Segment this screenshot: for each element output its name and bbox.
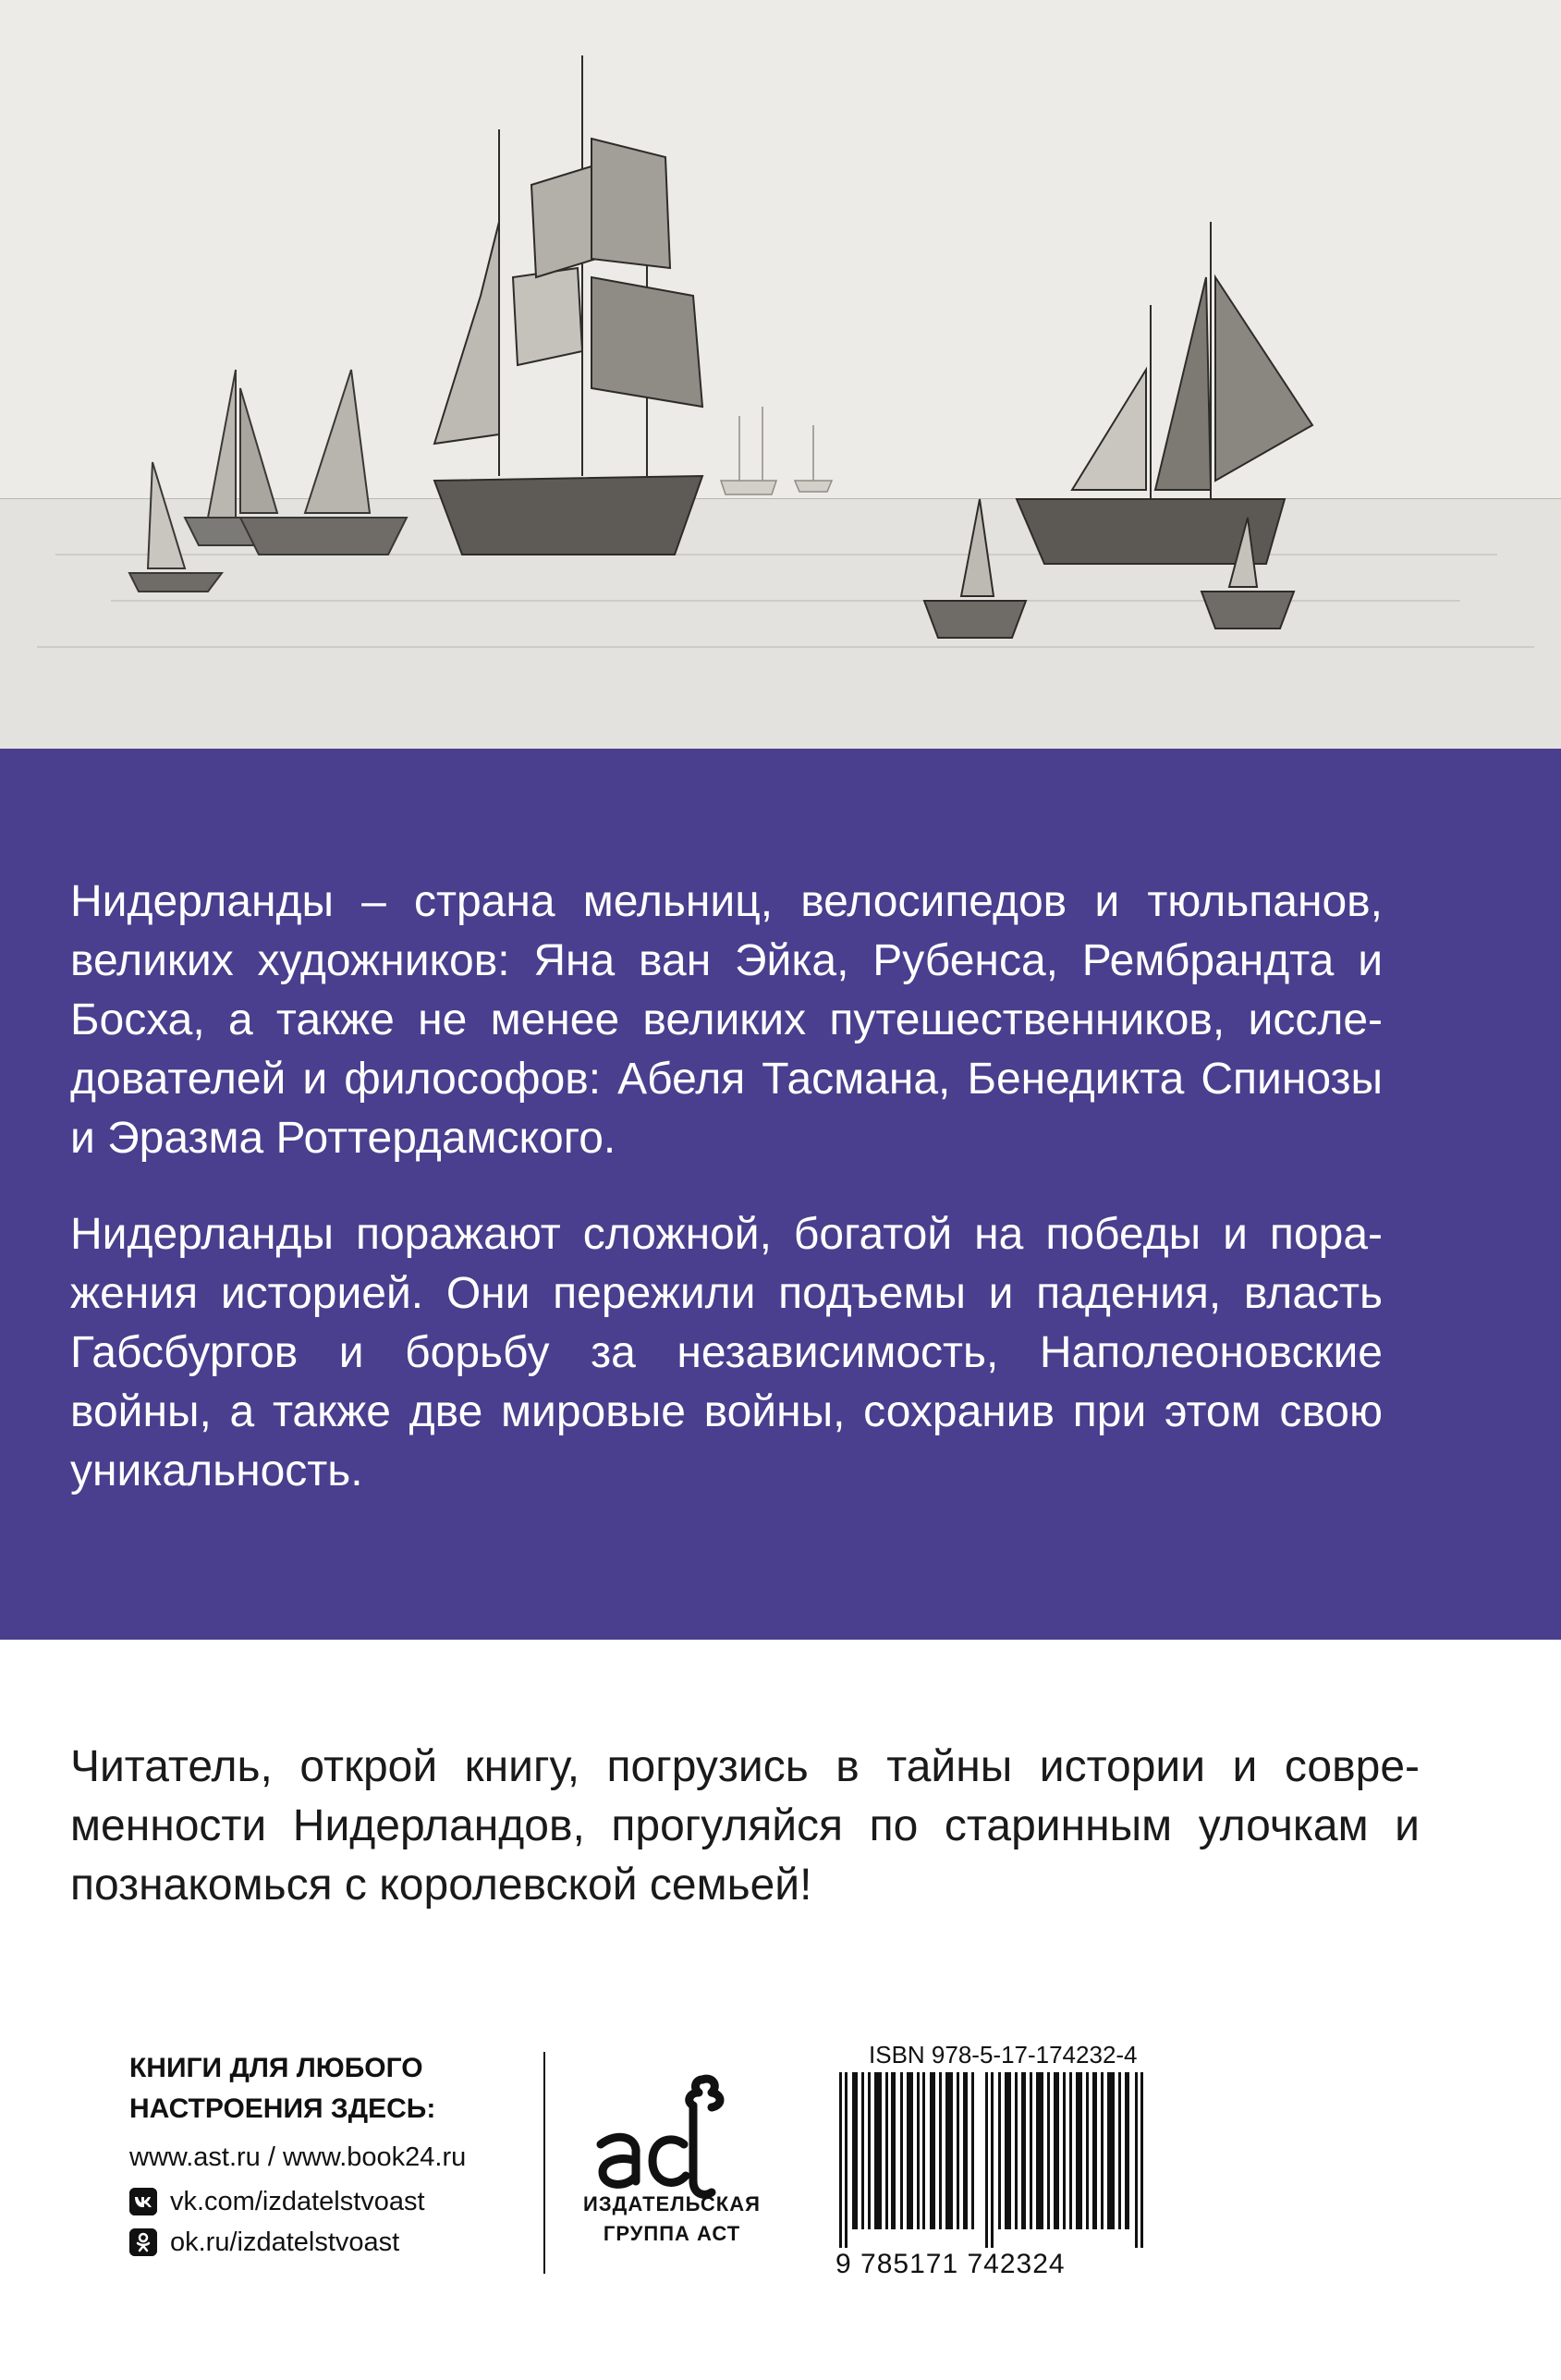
promo-heading (129, 2048, 545, 2130)
vk-link[interactable]: vk.com/izdatelstvoast (170, 2187, 425, 2216)
barcode (839, 2072, 1144, 2248)
barcode-digits: 9 785171 742324 (835, 2249, 1066, 2279)
footer-divider (543, 2052, 545, 2274)
publisher-caption-line-1: ИЗДАТЕЛЬСКАЯ (583, 2192, 761, 2215)
description-paragraph-1: Нидерланды – страна мельниц, велосипедов и тюльпанов, великих художников: Яна ван Эйка, Рубенса, Рембрандта и Босха, а также не менее великих путешественников, исследователей и философов: Абеля Тасмана, Бенедикта Спинозы и Эразма Роттердамского. (70, 877, 1383, 1163)
footer (0, 2015, 1561, 2380)
invitation-paragraph: Читатель, открой книгу, погрузись в тайны истории и современности Нидерландов, прогуляйся по старинным улочкам и познакомься с королевской семьей! (70, 1742, 1420, 1910)
ok-link[interactable]: ok.ru/izdatelstvoast (170, 2227, 400, 2257)
promo-heading-line-1: КНИГИ ДЛЯ ЛЮБОГО (129, 2053, 423, 2083)
vk-icon (129, 2188, 157, 2215)
publisher-caption-line-2: ГРУППА АСТ (603, 2222, 741, 2245)
isbn-label: ISBN 978-5-17-174232-4 (869, 2041, 1138, 2069)
description-panel (0, 749, 1561, 1640)
ships-illustration (0, 0, 1561, 749)
sites-link[interactable]: www.ast.ru / www.book24.ru (129, 2142, 467, 2172)
ships-engraving-icon (0, 0, 1561, 749)
description-paragraph-2: Нидерланды поражают сложной, богатой на победы и поражения историей. Они пережили подъемы и падения, власть Габсбургов и борьбу за независимость, Наполеоновские войны, а также две мировые войны, сохранив при этом свою уникальность. (70, 1210, 1383, 1495)
ast-logo-icon (564, 2052, 776, 2292)
ok-icon (129, 2228, 157, 2256)
promo-heading-line-2: НАСТРОЕНИЯ ЗДЕСЬ: (129, 2093, 436, 2124)
